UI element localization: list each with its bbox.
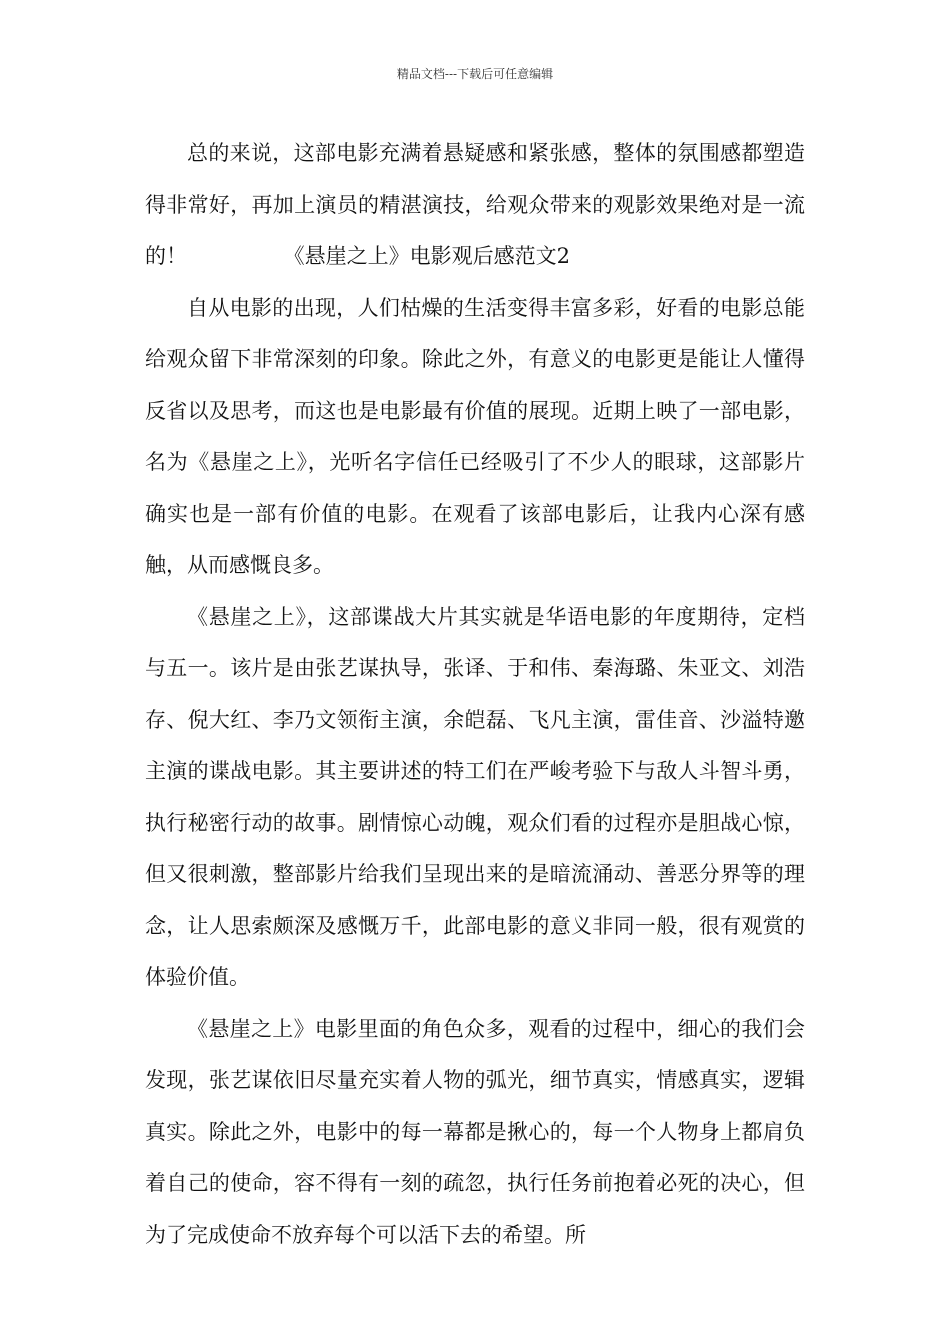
paragraph-1-text: 总的来说，这部电影充满着悬疑感和紧张感，整体的氛围感都塑造得非常好，再加上演员的精湛演技，给观众带来的观影效果绝对是一流的！ — [145, 141, 805, 268]
document-body — [145, 128, 805, 1261]
paragraph-1 — [145, 128, 805, 283]
page-header: 精品文档---下载后可任意编辑 — [396, 67, 554, 81]
paragraph-3: 《悬崖之上》，这部谍战大片其实就是华语电影的年度期待，定档与五一。该片是由张艺谋执导，张译、于和伟、秦海璐、朱亚文、刘浩存、倪大红、李乃文领衔主演，余皑磊、飞凡主演，雷佳音、沙溢特邀主演的谍战电影。其主要讲述的特工们在严峻考验下与敌人斗智斗勇，执行秘密行动的故事。剧情惊心动魄，观众们看的过程亦是胆战心惊，但又很刺激，整部影片给我们呈现出来的是暗流涌动、善恶分界等的理念，让人思索颇深及感慨万千，此部电影的意义非同一般，很有观赏的体验价值。 — [145, 604, 805, 989]
section-heading: 《悬崖之上》电影观后感范文2 — [283, 244, 570, 268]
paragraph-4: 《悬崖之上》电影里面的角色众多，观看的过程中，细心的我们会发现，张艺谋依旧尽量充实着人物的弧光，细节真实，情感真实，逻辑真实。除此之外，电影中的每一幕都是揪心的，每一个人物身上都肩负着自己的使命，容不得有一刻的疏忽，执行任务前抱着必死的决心，但为了完成使命不放弃每个可以活下去的希望。所 — [145, 1016, 805, 1247]
paragraph-2: 自从电影的出现，人们枯燥的生活变得丰富多彩，好看的电影总能给观众留下非常深刻的印象。除此之外，有意义的电影更是能让人懂得反省以及思考，而这也是电影最有价值的展现。近期上映了一部电影，名为《悬崖之上》，光听名字信任已经吸引了不少人的眼球，这部影片确实也是一部有价值的电影。在观看了该部电影后，让我内心深有感触，从而感慨良多。 — [145, 295, 805, 577]
